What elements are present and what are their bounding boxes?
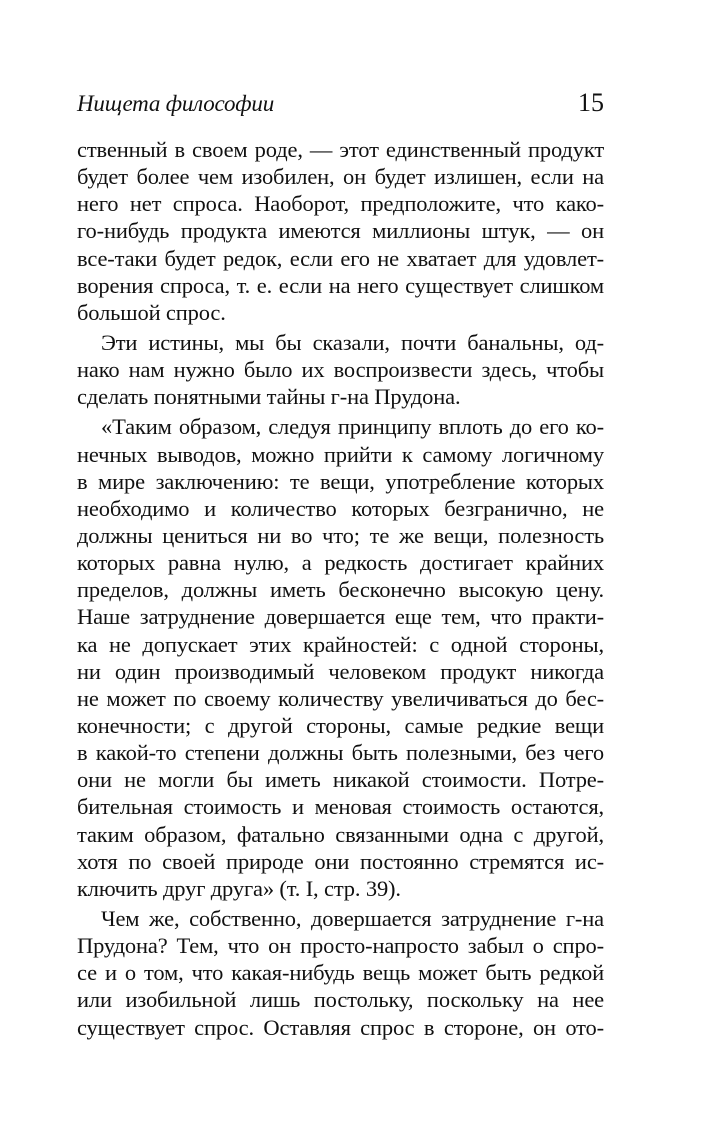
text-line: таким образом, фатально связанными одна с другой, — [77, 821, 604, 847]
text-line: будет более чем изобилен, он будет излишен, если на — [77, 164, 604, 190]
text-line: или изобильной лишь постольку, поскольку на нее — [77, 987, 604, 1013]
text-line: Эти истины, мы бы сказали, почти банальны, од- — [101, 329, 604, 355]
paragraph-continuation — [77, 136, 604, 326]
running-head — [77, 88, 604, 120]
paragraph-quotation — [77, 413, 604, 902]
text-line: пределов, должны иметь бесконечно высокую цену. — [77, 577, 604, 603]
text-line: Наше затруднение довершается еще тем, что практи- — [77, 604, 604, 630]
paragraph-truths — [77, 329, 604, 410]
body-text — [77, 136, 604, 1041]
paragraph-demand — [77, 905, 604, 1041]
text-line: го-нибудь продукта имеются миллионы штук, — он — [77, 218, 604, 244]
text-line: в мире заключению: те вещи, употребление которых — [77, 468, 604, 494]
page-number: 15 — [578, 88, 604, 117]
text-line: хотя по своей природе они постоянно стремятся ис- — [77, 848, 604, 874]
text-line: нако нам нужно было их воспроизвести здесь, чтобы — [77, 357, 604, 383]
text-line: ключить друг друга» (т. I, стр. 39). — [77, 875, 401, 901]
text-line: се и о том, что какая-нибудь вещь может быть редкой — [77, 960, 604, 986]
text-line: необходимо и количество которых безгранично, не — [77, 495, 604, 521]
text-line: нечных выводов, можно прийти к самому логичному — [77, 441, 604, 467]
text-line: должны цениться ни во что; те же вещи, полезность — [77, 522, 604, 548]
text-line: ни один производимый человеком продукт никогда — [77, 658, 604, 684]
text-line: сделать понятными тайны г-на Прудона. — [77, 384, 461, 410]
text-line: существует спрос. Оставляя спрос в стороне, он ото- — [77, 1014, 604, 1040]
text-line: все-таки будет редок, если его не хватает для удовлет- — [77, 245, 604, 271]
text-line: они не могли бы иметь никакой стоимости. Потре- — [77, 767, 604, 793]
text-line: большой спрос. — [77, 299, 226, 325]
text-line: Прудона? Тем, что он просто-напросто забыл о спро- — [77, 933, 604, 959]
text-line: не может по своему количеству увеличиваться до бес- — [77, 685, 604, 711]
text-line: конечности; с другой стороны, самые редкие вещи — [77, 712, 604, 738]
text-line: «Таким образом, следуя принципу вплоть до его ко- — [101, 414, 604, 440]
text-line: ворения спроса, т. е. если на него существует слишком — [77, 272, 604, 298]
text-line: в какой-то степени должны быть полезными, без чего — [77, 740, 604, 766]
text-line: него нет спроса. Наоборот, предположите, что како- — [77, 191, 604, 217]
text-line: Чем же, собственно, довершается затруднение г-на — [101, 905, 604, 931]
text-line: ственный в своем роде, — этот единственный продукт — [77, 137, 604, 162]
running-title: Нищета философии — [77, 91, 274, 116]
text-line: ка не допускает этих крайностей: с одной стороны, — [77, 631, 604, 657]
text-line: которых равна нулю, а редкость достигает крайних — [77, 550, 604, 576]
text-line: бительная стоимость и меновая стоимость остаются, — [77, 794, 604, 820]
